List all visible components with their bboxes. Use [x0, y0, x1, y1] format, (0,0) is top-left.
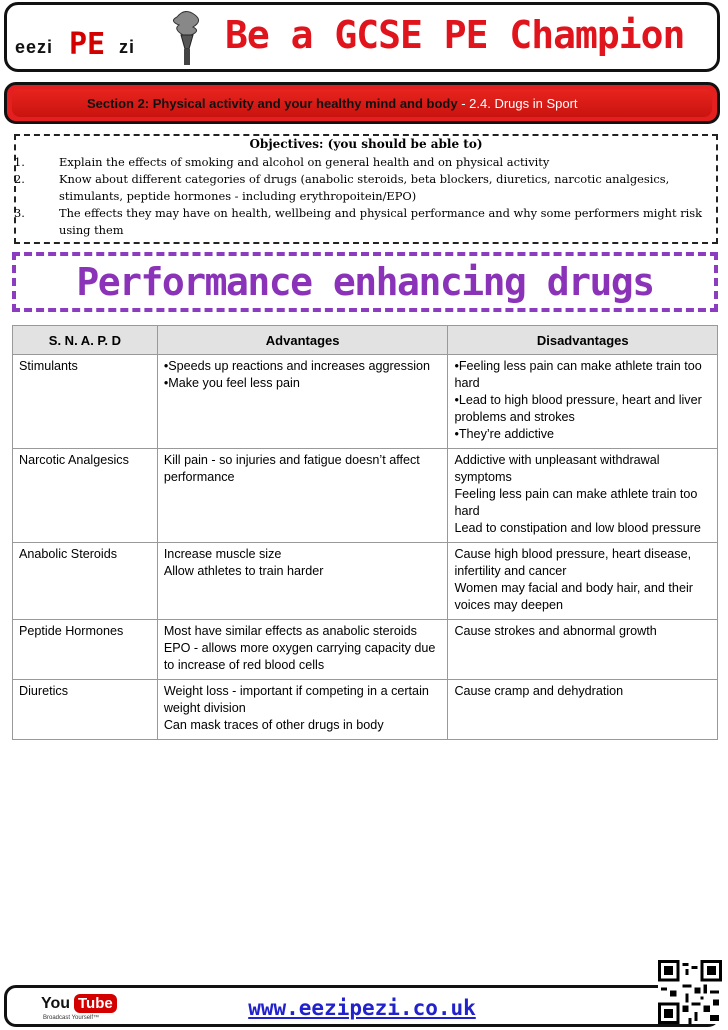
section-sub: - 2.4. Drugs in Sport	[457, 96, 578, 111]
disadvantages-cell	[448, 620, 718, 680]
objective-text: The effects they may have on health, wellbeing and physical performance and why some performers might risk using them	[59, 206, 703, 237]
website-link[interactable]: www.eezipezi.co.uk	[248, 996, 476, 1020]
section-label: Section 2: Physical activity and your healthy mind and body	[87, 96, 458, 111]
advantage-line: Kill pain - so injuries and fatigue doesn’t affect performance	[163, 453, 420, 484]
column-header-disadvantages: Disadvantages	[448, 326, 718, 355]
disadvantage-line: Feeling less pain can make athlete train too hard	[454, 487, 698, 518]
advantage-line: •Speeds up reactions and increases aggression	[163, 359, 431, 373]
disadvantages-cell	[448, 543, 718, 620]
drug-category-cell: Peptide Hormones	[13, 620, 158, 680]
objectives-box	[14, 134, 718, 244]
qr-code-icon	[658, 960, 722, 1024]
objective-item	[16, 154, 716, 171]
section-text	[87, 96, 578, 111]
disadvantage-line: Lead to constipation and low blood pressure	[454, 521, 701, 535]
column-header-category: S. N. A. P. D	[13, 326, 158, 355]
advantages-cell	[157, 449, 448, 543]
advantage-line: Increase muscle size	[163, 547, 282, 561]
youtube-logo-tube: Tube	[74, 994, 117, 1013]
drugs-table	[12, 325, 718, 740]
drug-category-cell: Anabolic Steroids	[13, 543, 158, 620]
table-row	[13, 543, 718, 620]
advantages-cell	[157, 680, 448, 740]
table-header-row	[13, 326, 718, 355]
section-heading: Performance enhancing drugs	[76, 260, 654, 304]
advantage-line: Most have similar effects as anabolic steroids	[163, 624, 417, 638]
objectives-list	[16, 154, 716, 239]
drug-category-cell: Diuretics	[13, 680, 158, 740]
disadvantage-line: Cause high blood pressure, heart disease, infertility and cancer	[454, 547, 692, 578]
page-title: Be a GCSE PE Champion	[225, 13, 685, 57]
advantage-line: •Make you feel less pain	[163, 376, 300, 390]
advantages-cell	[157, 543, 448, 620]
disadvantage-line: •Feeling less pain can make athlete train too hard	[454, 359, 702, 390]
advantage-line: EPO - allows more oxygen carrying capacity due to increase of red blood cells	[163, 641, 436, 672]
objective-text: Explain the effects of smoking and alcohol on general health and on physical activity	[59, 155, 550, 169]
advantages-cell	[157, 620, 448, 680]
objective-text: Know about different categories of drugs (anabolic steroids, beta blockers, diuretics, narcotic analgesics, stimulants, peptide hormones - including erythropoitein/EPO)	[59, 172, 670, 203]
objectives-title: Objectives: (you should be able to)	[249, 137, 483, 151]
drug-category-cell: Narcotic Analgesics	[13, 449, 158, 543]
youtube-tagline: Broadcast Yourself™	[43, 1015, 100, 1021]
logo-text-pe: PE	[69, 27, 106, 62]
advantages-cell	[157, 355, 448, 449]
youtube-logo-you: You	[41, 995, 71, 1012]
disadvantages-cell	[448, 355, 718, 449]
objective-item	[16, 171, 716, 205]
table-row	[13, 680, 718, 740]
torch-icon	[155, 9, 217, 67]
eezipezi-logo	[15, 27, 165, 63]
disadvantage-line: •Lead to high blood pressure, heart and liver problems and strokes	[454, 393, 702, 424]
objective-number: 1.	[14, 155, 25, 169]
disadvantages-cell	[448, 449, 718, 543]
logo-text-right: zi	[119, 37, 136, 57]
header-banner	[4, 2, 720, 72]
table-row	[13, 620, 718, 680]
advantage-line: Allow athletes to train harder	[163, 564, 324, 578]
section-bar	[4, 82, 720, 124]
table-row	[13, 449, 718, 543]
disadvantage-line: Cause strokes and abnormal growth	[454, 624, 657, 638]
advantage-line: Can mask traces of other drugs in body	[163, 718, 384, 732]
logo-text-left: eezi	[15, 37, 54, 57]
drug-category-cell: Stimulants	[13, 355, 158, 449]
objective-number: 2.	[14, 172, 25, 186]
disadvantage-line: •They’re addictive	[454, 427, 555, 441]
disadvantage-line: Cause cramp and dehydration	[454, 684, 624, 698]
disadvantage-line: Addictive with unpleasant withdrawal symptoms	[454, 453, 660, 484]
objective-number: 3.	[14, 206, 25, 220]
table-row	[13, 355, 718, 449]
column-header-advantages: Advantages	[157, 326, 448, 355]
footer-bar	[4, 985, 720, 1027]
heading-box	[12, 252, 718, 312]
disadvantages-cell	[448, 680, 718, 740]
advantage-line: Weight loss - important if competing in a certain weight division	[163, 684, 429, 715]
objective-item	[16, 205, 716, 239]
disadvantage-line: Women may facial and body hair, and their voices may deepen	[454, 581, 693, 612]
